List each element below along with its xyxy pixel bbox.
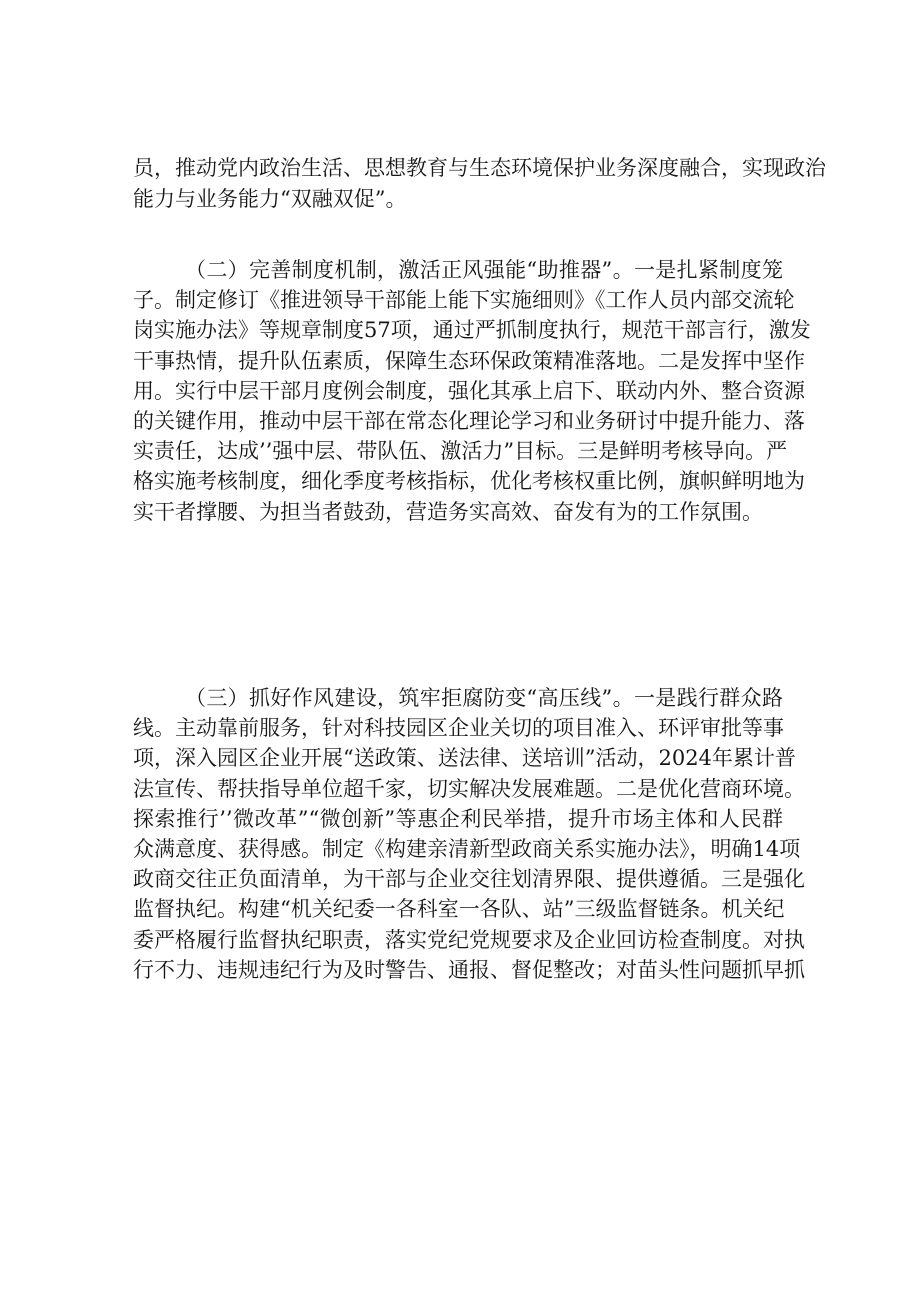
text-line: 子。制定修订《推进领导干部能上能下实施细则》《工作人员内部交流轮 — [133, 288, 795, 313]
text-line: 能力与业务能力“双融双促”。 — [133, 187, 407, 211]
text-line: 行不力、违规违纪行为及时警告、通报、督促整改；对苗头性问题抓早抓 — [133, 957, 805, 982]
text-line: 法宣传、帮扶指导单位超千家，切实解决发展难题。二是优化营商环境。 — [133, 776, 805, 801]
text-line: 干事热情，提升队伍素质，保障生态环保政策精准落地。二是发挥中坚作 — [133, 348, 805, 373]
text-line: （二）完善制度机制，激活正风强能“助推器”。一是扎紧制度笼 — [185, 258, 783, 282]
text-line: 实干者撑腰、为担当者鼓劲，营造务实高效、奋发有为的工作氛围。 — [133, 499, 763, 524]
text-line: 众满意度、获得感。制定《构建亲清新型政商关系实施办法》，明确14项 — [133, 836, 801, 861]
text-line: 委严格履行监督执纪职责，落实党纪党规要求及企业回访检查制度。对执 — [133, 927, 805, 952]
paragraph-section-two — [133, 255, 811, 527]
text-line: 探索推行’’微改革”“微创新”等惠企利民举措，提升市场主体和人民群 — [133, 806, 783, 831]
text-line: （三）抓好作风建设，筑牢拒腐防变“高压线”。一是践行群众路 — [185, 686, 783, 710]
text-line: 的关键作用，推动中层干部在常态化理论学习和业务研讨中提升能力、落 — [133, 408, 805, 433]
text-line: 岗实施办法》等规章制度57项，通过严抓制度执行，规范干部言行，激发 — [133, 318, 811, 343]
text-line: 员，推动党内政治生活、思想教育与生态环境保护业务深度融合，实现政治 — [133, 156, 826, 180]
text-line: 政商交往正负面清单，为干部与企业交往划清界限、提供遵循。三是强化 — [133, 867, 805, 892]
text-line: 格实施考核制度，细化季度考核指标，优化考核权重比例，旗帜鲜明地为 — [133, 469, 805, 494]
text-line: 实责任，达成’’强中层、带队伍、激活力”目标。三是鲜明考核导向。严 — [133, 439, 788, 464]
text-line: 项，深入园区企业开展“送政策、送法律、送培训”活动，2024年累计普 — [133, 746, 796, 771]
text-line: 线。主动靠前服务，针对科技园区企业关切的项目准入、环评审批等事 — [133, 716, 784, 741]
paragraph-continuation — [133, 153, 826, 215]
text-line: 监督执纪。构建“机关纪委一各科室一各队、站”三级监督链条。机关纪 — [133, 897, 785, 922]
text-line: 用。实行中层干部月度例会制度，强化其承上启下、联动内外、整合资源 — [133, 378, 805, 403]
paragraph-section-three — [133, 683, 805, 985]
